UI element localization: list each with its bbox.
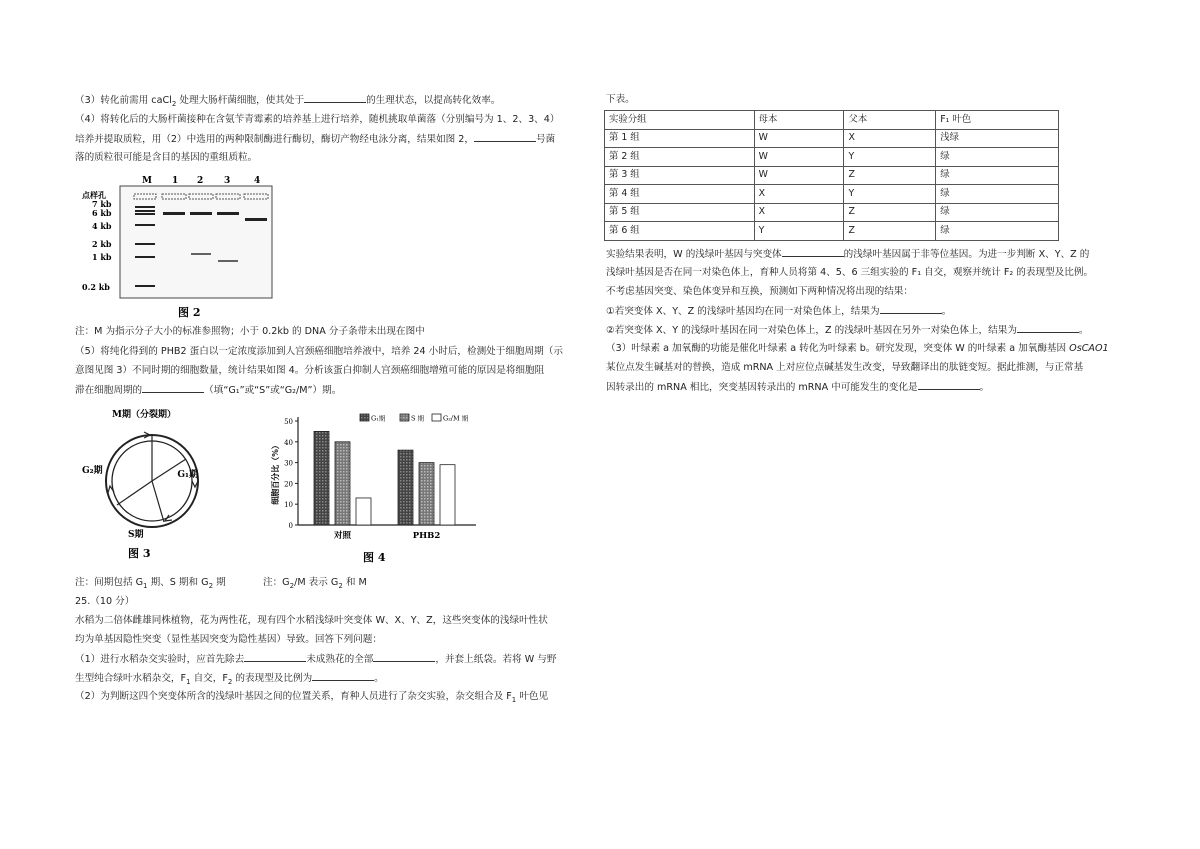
y-tick-label: 50 xyxy=(284,418,293,426)
divider xyxy=(117,481,152,505)
table-row: 第 2 组 W Y 绿 xyxy=(605,148,1059,167)
table-row: 第 6 组 Y Z 绿 xyxy=(605,222,1059,241)
answer-blank[interactable] xyxy=(918,380,980,390)
x-tick-label: PHB2 xyxy=(412,531,441,541)
band xyxy=(245,218,267,221)
question-25-line-2: 均为单基因隐性突变（显性基因突变为隐性基因）导致。回答下列问题： xyxy=(75,634,382,645)
legend-swatch xyxy=(432,414,441,421)
note-1: 注：M 为指示分子大小的标准参照物；小于 0.2kb 的 DNA 分子条带未出现在图中 xyxy=(75,326,425,337)
lane-label-3: 3 xyxy=(224,176,231,186)
question-25-title: 25.（10 分） xyxy=(75,596,135,607)
figure-4-caption: 图 4 xyxy=(363,551,386,564)
answer-blank[interactable] xyxy=(142,383,204,393)
question-4-line-2: 培养并提取质粒，用（2）中选用的两种限制酶进行酶切，酶切产物经电泳分离，结果如图 2， 号菌 xyxy=(75,134,556,145)
question-4-line-1: （4）将转化后的大肠杆菌接种在含氨苄青霉素的培养基上进行培养，随机挑取单菌落（分别编号为 1、2、3、4） xyxy=(75,114,560,125)
question-25-line-1: 水稻为二倍体雌雄同株植物，花为两性花，现有四个水稻浅绿叶突变体 W、X、Y、Z，这些突变体的浅绿叶性状 xyxy=(75,615,548,626)
band xyxy=(191,253,211,255)
bar xyxy=(356,498,371,525)
result-line-2: 浅绿叶基因是否在同一对染色体上，育种人员将第 4、5、6 三组实验的 F₁ 自交，观察并统计 F₂ 的表现型及比例。 xyxy=(606,267,1094,278)
question-5-line-2: 意图见图 3）不同时期的细胞数量，统计结果如图 4。分析该蛋白抑制人宫颈癌细胞增殖可能的原因是将细胞阻 xyxy=(75,365,545,376)
well-label: 点样孔 xyxy=(82,190,106,200)
divider xyxy=(152,481,164,522)
y-tick-label: 0 xyxy=(288,522,293,530)
band xyxy=(135,213,155,215)
gel-frame xyxy=(120,186,272,298)
question-25-3-line-2: 某位点发生碱基对的替换，造成 mRNA 上对应位点碱基发生改变，导致翻译出的肽链变短。据此推测，与正常基 xyxy=(606,362,1084,373)
band xyxy=(135,224,155,226)
bar xyxy=(335,442,350,525)
header-cell: 母本 xyxy=(754,111,844,130)
lane-label-4: 4 xyxy=(254,176,261,186)
g2-phase-label: G₂期 xyxy=(82,466,103,476)
answer-blank[interactable] xyxy=(244,652,306,662)
figure-2-caption: 图 2 xyxy=(178,306,201,319)
table-row: 第 3 组 W Z 绿 xyxy=(605,166,1059,185)
legend-label: S 期 xyxy=(411,414,425,423)
result-line-3: 不考虑基因突变、染色体变异和互换，预测如下两种情况将出现的结果： xyxy=(606,286,913,297)
header-cell: F₁ 叶色 xyxy=(936,111,1059,130)
legend-swatch xyxy=(400,414,409,421)
result-line-5: ②若突变体 X、Y 的浅绿叶基因在同一对染色体上，Z 的浅绿叶基因在另外一对染色体上，结果为 。 xyxy=(606,325,1089,336)
marker-4kb: 4 kb xyxy=(92,221,112,231)
question-25-2-line-1: （2）为判断这四个突变体所含的浅绿叶基因之间的位置关系，育种人员进行了杂交实验，杂交组合及 $F_1$ 叶色见 xyxy=(75,691,549,704)
band xyxy=(135,256,155,258)
legend-label: G₁期 xyxy=(371,414,386,423)
answer-blank[interactable] xyxy=(373,652,435,662)
lane-label-1: 1 xyxy=(172,176,179,186)
bar xyxy=(314,431,329,525)
band xyxy=(135,285,155,287)
question-5-line-1: （5）将纯化得到的 PHB2 蛋白以一定浓度添加到人宫颈癌细胞培养液中，培养 24 小时后，检测处于细胞周期（示 xyxy=(75,346,563,357)
table-row: 第 4 组 X Y 绿 xyxy=(605,185,1059,204)
figure-4-chart xyxy=(268,405,488,570)
answer-blank[interactable] xyxy=(880,304,942,314)
answer-blank[interactable] xyxy=(312,671,374,681)
result-line-1: 实验结果表明，W 的浅绿叶基因与突变体 的浅绿叶基因属于非等位基因。为进一步判断 X、Y、Z 的 xyxy=(606,249,1090,260)
result-line-4: ①若突变体 X、Y、Z 的浅绿叶基因均在同一对染色体上，结果为 。 xyxy=(606,306,952,317)
table-row: 第 1 组 W X 浅绿 xyxy=(605,129,1059,148)
marker-7kb: 7 kb xyxy=(92,199,112,209)
answer-blank[interactable] xyxy=(474,132,536,142)
marker-6kb: 6 kb xyxy=(92,208,112,218)
y-tick-label: 30 xyxy=(284,459,293,468)
band xyxy=(190,212,212,215)
answer-blank[interactable] xyxy=(1017,323,1079,333)
question-25-3-line-3: 因转录出的 mRNA 相比，突变基因转录出的 mRNA 中可能发生的变化是 。 xyxy=(606,382,990,393)
band xyxy=(217,212,239,215)
header-cell: 父本 xyxy=(844,111,936,130)
figure-3-cell-cycle xyxy=(80,405,200,565)
legend-label: G₂/M 期 xyxy=(443,414,469,423)
note-3: 注：$G_2/M$ 表示 $G_2$ 和 M xyxy=(263,577,367,590)
bar xyxy=(440,465,455,525)
question-25-1-line-2: 生型纯合绿叶水稻杂交，$F_1$ 自交，$F_2$ 的表现型及比例为 。 xyxy=(75,673,384,686)
marker-1kb: 1 kb xyxy=(92,252,112,262)
marker-0-2kb: 0.2 kb xyxy=(82,282,110,292)
band xyxy=(163,212,185,215)
y-tick-label: 10 xyxy=(284,501,293,510)
lane-label-2: 2 xyxy=(197,176,204,186)
band xyxy=(135,206,155,208)
answer-blank[interactable] xyxy=(782,247,844,257)
answer-blank[interactable] xyxy=(304,93,366,103)
y-tick-label: 20 xyxy=(284,480,293,489)
question-25-1-line-1: （1）进行水稻杂交实验时，应首先除去 未成熟花的全部 ，并套上纸袋。若将 W 与野 xyxy=(75,654,557,665)
y-tick-label: 40 xyxy=(284,438,293,447)
cross-table xyxy=(604,110,1059,241)
band xyxy=(135,210,155,212)
bar xyxy=(419,463,434,525)
g1-phase-label: G₁期 xyxy=(177,470,198,480)
question-3: （3）转化前需用 caCl$_2$ 处理大肠杆菌细胞，使其处于 的生理状态，以提高转化效率。 xyxy=(75,95,501,108)
s-phase-label: S期 xyxy=(128,530,144,540)
table-header-row xyxy=(605,111,1059,130)
note-2: 注：间期包括 $G_1$ 期、S 期和 $G_2$ 期 xyxy=(75,577,226,590)
lane-label-m: M xyxy=(142,176,152,186)
y-axis-label: 细胞百分比（%） xyxy=(270,441,280,505)
question-25-3-line-1: （3）叶绿素 a 加氧酶的功能是催化叶绿素 a 转化为叶绿素 b。研究发现，突变体 W 的叶绿素 a 加氧酶基因 OsCAO1 xyxy=(606,343,1109,354)
table-intro: 下表。 xyxy=(606,94,635,105)
band xyxy=(218,260,238,262)
table-row: 第 5 组 X Z 绿 xyxy=(605,203,1059,222)
bar xyxy=(398,450,413,525)
marker-2kb: 2 kb xyxy=(92,239,112,249)
figure-3-caption: 图 3 xyxy=(128,547,151,560)
question-5-line-3: 滞在细胞周期的 （填“G₁”或“S”或“G₂/M”）期。 xyxy=(75,385,342,396)
question-4-line-3: 落的质粒很可能是含目的基因的重组质粒。 xyxy=(75,152,258,163)
header-cell: 实验分组 xyxy=(605,111,755,130)
figure-2-gel xyxy=(78,174,278,324)
x-tick-label: 对照 xyxy=(333,531,352,541)
band xyxy=(135,243,155,245)
legend-swatch xyxy=(360,414,369,421)
m-phase-label: M期（分裂期） xyxy=(112,410,176,420)
